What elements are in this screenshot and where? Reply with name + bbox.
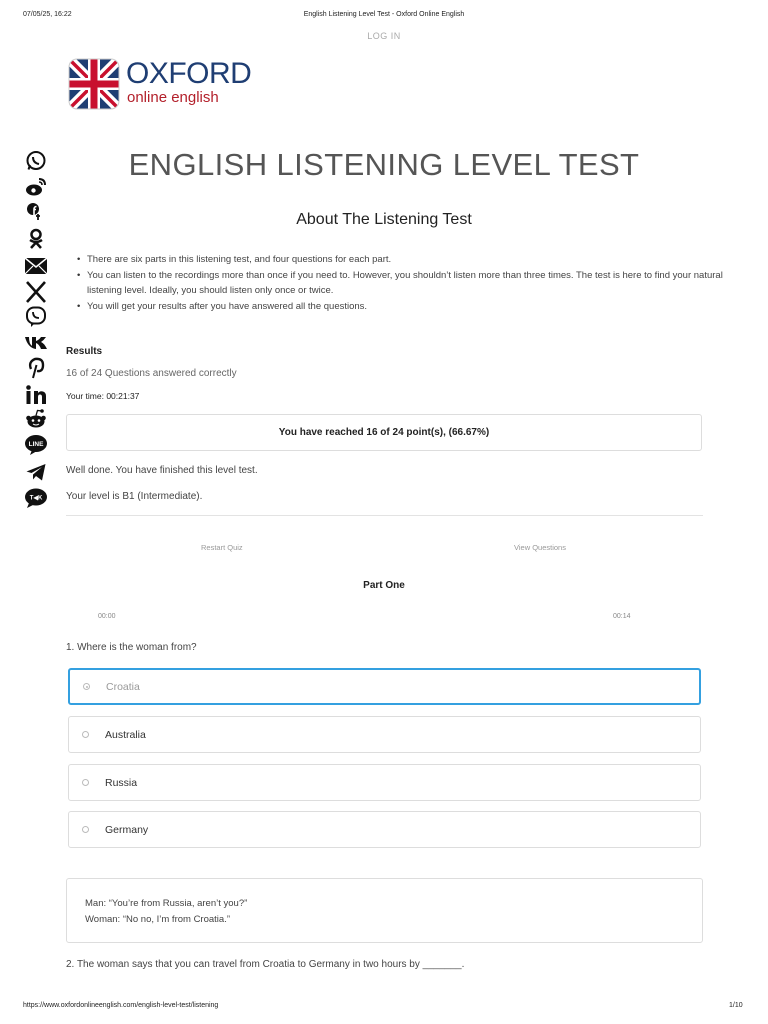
transcript-line: Man: “You’re from Russia, aren’t you?”: [85, 898, 248, 909]
print-url: https://www.oxfordonlineenglish.com/english-level-test/listening: [23, 1002, 219, 1009]
answer-label: Australia: [105, 728, 146, 741]
linkedin-icon[interactable]: [24, 384, 48, 406]
logo-tagline: online english: [127, 89, 219, 106]
print-datetime: 07/05/25, 16:22: [23, 11, 72, 18]
info-bullet: • There are six parts in this listening test, and four questions for each part.: [87, 252, 727, 268]
audio-duration: 00:14: [613, 613, 631, 620]
line-icon[interactable]: [24, 434, 48, 456]
svg-text:LINE: LINE: [28, 441, 44, 448]
points-text: You have reached 16 of 24 point(s), (66.67%): [278, 427, 490, 438]
transcript-line: Woman: “No no, I’m from Croatia.”: [85, 914, 231, 925]
logo-wordmark: OXFORD: [126, 57, 252, 90]
union-jack-logo-icon[interactable]: [68, 58, 120, 110]
vk-icon[interactable]: [24, 332, 48, 354]
part-title: Part One: [363, 580, 405, 591]
weibo-icon[interactable]: [24, 176, 48, 198]
restart-quiz-button[interactable]: Restart Quiz: [201, 543, 243, 552]
tiktok-icon[interactable]: [24, 487, 48, 509]
x-icon[interactable]: [24, 281, 48, 303]
whatsapp-icon[interactable]: [24, 150, 48, 172]
points-box: [66, 414, 702, 451]
facebook-icon[interactable]: [24, 201, 48, 223]
section-subtitle: About The Listening Test: [296, 211, 472, 228]
score-summary: 16 of 24 Questions answered correctly: [66, 368, 237, 379]
svg-text:T◀K: T◀K: [29, 495, 43, 502]
print-page-number: 1/10: [729, 1002, 743, 1009]
divider: [66, 515, 703, 516]
answer-explanation: [66, 878, 703, 943]
view-questions-button[interactable]: View Questions: [514, 543, 566, 552]
answer-option-australia[interactable]: [68, 716, 701, 753]
question-1-text: 1. Where is the woman from?: [66, 642, 197, 653]
time-taken: Your time: 00:21:37: [66, 391, 140, 401]
results-heading: Results: [66, 346, 103, 357]
reddit-icon[interactable]: [24, 408, 48, 430]
answer-option-russia[interactable]: [68, 764, 701, 801]
radio-button[interactable]: [82, 779, 89, 786]
answer-label: Croatia: [106, 680, 140, 693]
login-link[interactable]: LOG IN: [367, 31, 401, 41]
radio-button[interactable]: [82, 826, 89, 833]
viber-icon[interactable]: [24, 306, 48, 328]
audio-current-time: 00:00: [98, 613, 116, 620]
completion-message: Well done. You have finished this level test.: [66, 465, 258, 476]
email-icon[interactable]: [24, 255, 48, 277]
odnoklassniki-icon[interactable]: [24, 228, 48, 250]
page-title: ENGLISH LISTENING LEVEL TEST: [128, 147, 640, 182]
radio-button[interactable]: [83, 683, 90, 690]
print-doc-title: English Listening Level Test - Oxford Online English: [303, 11, 465, 18]
level-result: Your level is B1 (Intermediate).: [66, 491, 203, 502]
answer-option-croatia[interactable]: [68, 668, 701, 705]
radio-button[interactable]: [82, 731, 89, 738]
question-2-text: 2. The woman says that you can travel from Croatia to Germany in two hours by _______.: [66, 959, 465, 970]
info-bullet: • You will get your results after you have answered all the questions.: [87, 299, 727, 315]
answer-label: Germany: [105, 823, 149, 836]
pinterest-icon[interactable]: [24, 357, 48, 379]
answer-option-germany[interactable]: [68, 811, 701, 848]
info-bullet: • You can listen to the recordings more than once if you need to. However, you shouldn’t listen more than three times. The test is here to find your natural listening level. Ideally, you should listen only once or twice.: [87, 268, 727, 299]
telegram-icon[interactable]: [24, 461, 48, 483]
test-info-list: [87, 252, 727, 314]
answer-label: Russia: [105, 776, 138, 789]
